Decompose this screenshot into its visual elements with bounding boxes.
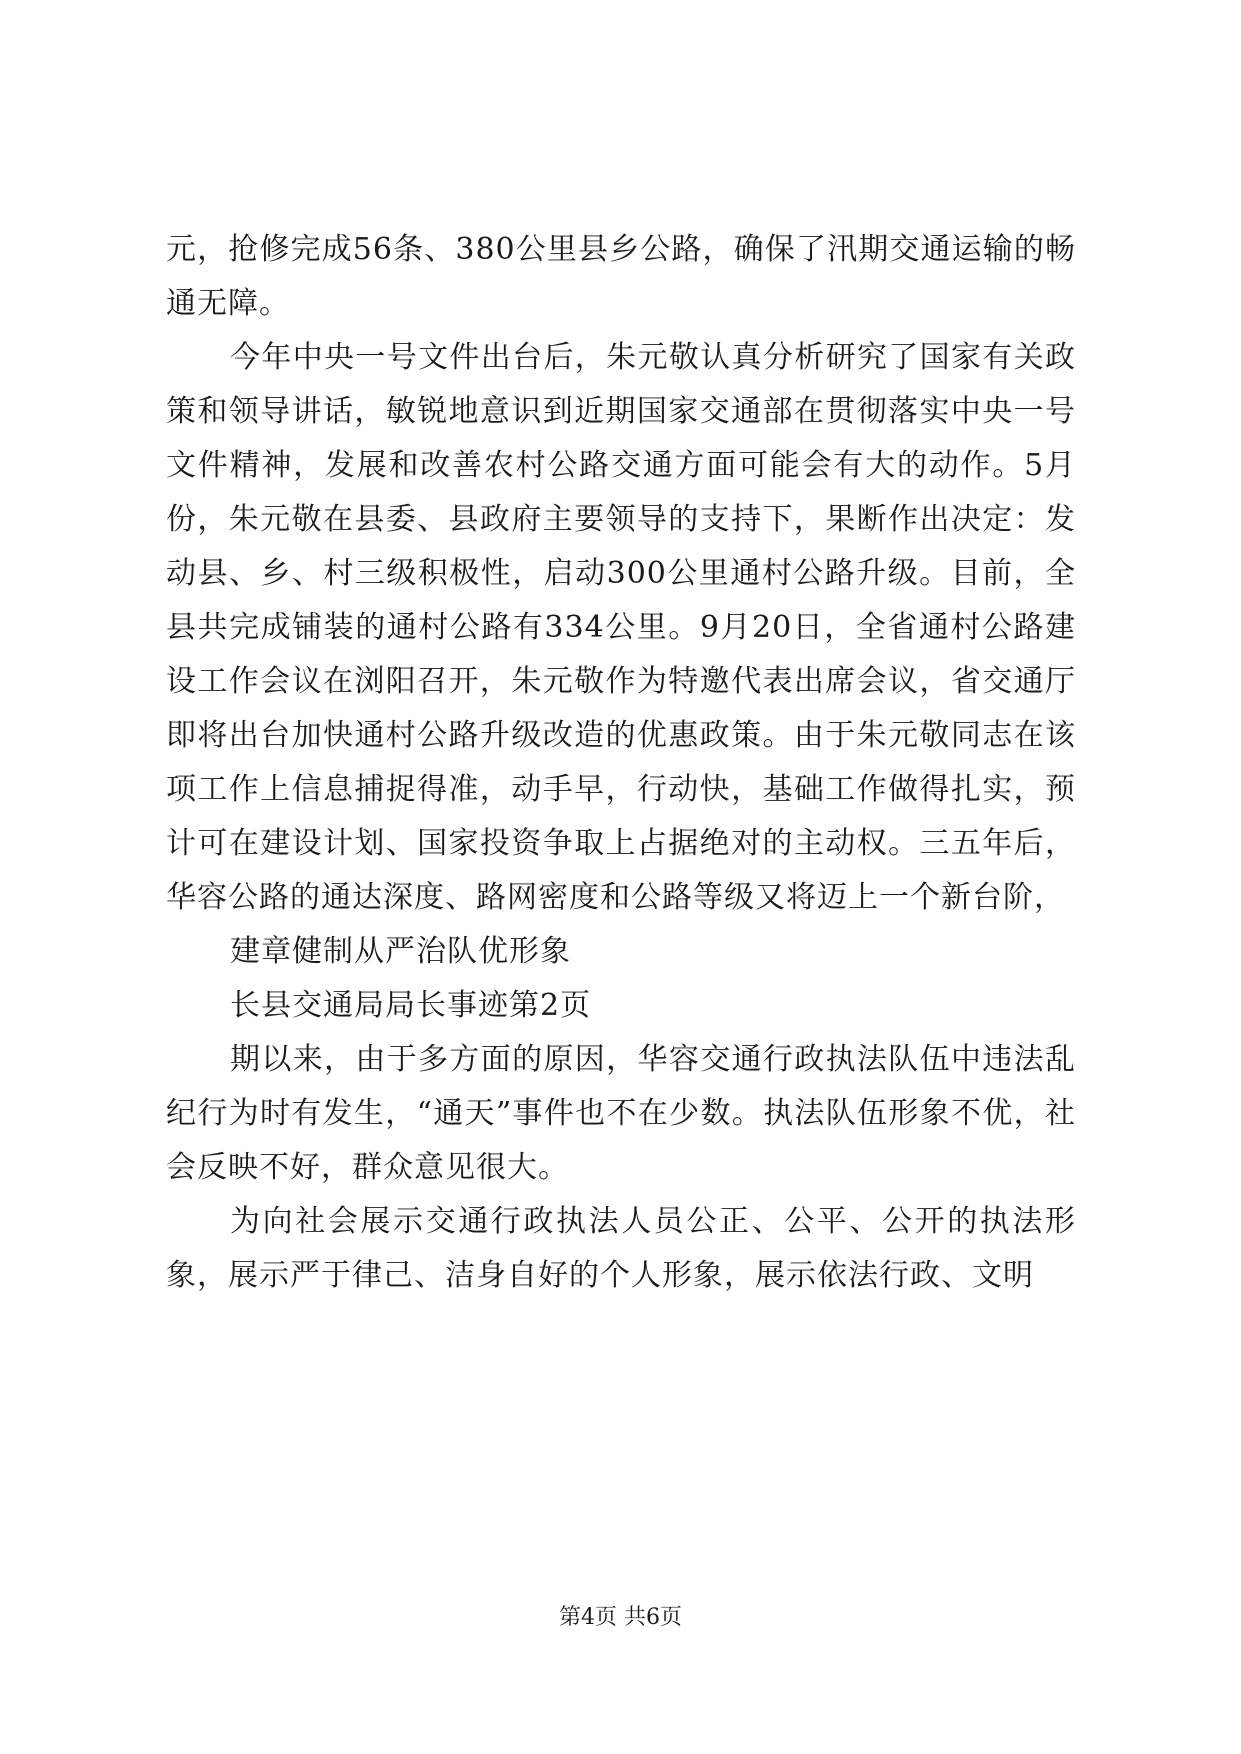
- paragraph-3: 期以来，由于多方面的原因，华容交通行政执法队伍中违法乱纪行为时有发生，“通天”事件也不在少数。执法队伍形象不优，社会反映不好，群众意见很大。: [166, 1042, 1076, 1185]
- document-body: [166, 223, 1076, 1303]
- page-footer: 第4页 共6页: [559, 1605, 682, 1630]
- paragraph-2: 今年中央一号文件出台后，朱元敬认真分析研究了国家有关政策和领导讲话，敏锐地意识到近期国家交通部在贯彻落实中央一号文件精神，发展和改善农村公路交通方面可能会有大的动作。5月份，朱元敬在县委、县政府主要领导的支持下，果断作出决定：发动县、乡、村三级积极性，启动300公里通村公路升级。目前，全县共完成铺装的通村公路有334公里。9月20日，全省通村公路建设工作会议在浏阳召开，朱元敬作为特邀代表出席会议，省交通厅即将出台加快通村公路升级改造的优惠政策。由于朱元敬同志在该项工作上信息捕捉得准，动手早，行动快，基础工作做得扎实，预计可在建设计划、国家投资争取上占据绝对的主动权。三五年后，华容公路的通达深度、路网密度和公路等级又将迈上一个新台阶，: [166, 340, 1076, 915]
- source-page-note: 长县交通局局长事迹第2页: [230, 988, 592, 1023]
- paragraph-4: 为向社会展示交通行政执法人员公正、公平、公开的执法形象，展示严于律己、洁身自好的个人形象，展示依法行政、文明: [166, 1204, 1076, 1293]
- section-heading: 建章健制从严治队优形象: [230, 934, 571, 969]
- paragraph-1: 元，抢修完成56条、380公里县乡公路，确保了汛期交通运输的畅通无障。: [166, 232, 1076, 321]
